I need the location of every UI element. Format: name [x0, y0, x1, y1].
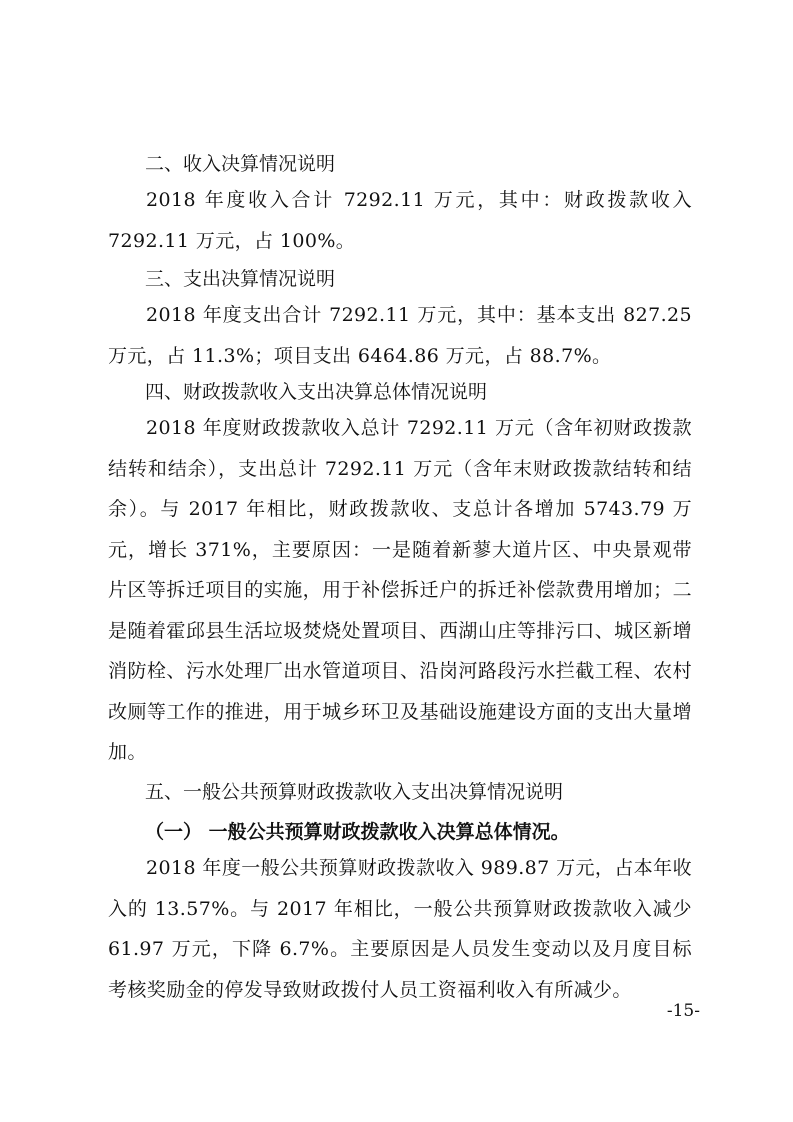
section-heading-general-budget: 五、一般公共预算财政拨款收入支出决算情况说明 [145, 781, 564, 803]
section-heading-fiscal-overall: 四、财政拨款收入支出决算总体情况说明 [145, 381, 488, 403]
section-heading-income: 二、收入决算情况说明 [145, 153, 336, 175]
section-heading-expenditure: 三、支出决算情况说明 [145, 268, 336, 290]
page-number: -15- [666, 1001, 700, 1021]
paragraph-fiscal-overall: 2018 年度财政拨款收入总计 7292.11 万元（含年初财政拨款结转和结余），支出总计 7292.11 万元（含年末财政拨款结转和结余）。与 2017 年相比，财政拨款收、支总计各增加 5743.79 万元，增长 371%，主要原因：一是随着新蓼大道片区、中央景观带片区等拆迁项目的实施，用于补偿拆迁户的拆迁补偿款费用增加；二是随着霍邱县生活垃圾焚烧处置项目、西湖山庄等排污口、城区新增消防栓、污水处理厂出水管道项目、沿岗河路段污水拦截工程、农村改厕等工作的推进，用于城乡环卫及基础设施建设方面的支出大量增加。 [108, 417, 692, 763]
paragraph-general-budget-income: 2018 年度一般公共预算财政拨款收入 989.87 万元，占本年收入的 13.57%。与 2017 年相比，一般公共预算财政拨款收入减少 61.97 万元，下降 6.7%。主要原因是人员发生变动以及月度目标考核奖励金的停发导致财政拨付人员工资福利收入有所减少。 [108, 857, 692, 1001]
subsection-heading-general-budget-income: （一） 一般公共预算财政拨款收入决算总体情况。 [145, 821, 570, 843]
paragraph-income: 2018 年度收入合计 7292.11 万元，其中：财政拨款收入 7292.11 万元，占 100%。 [108, 189, 692, 252]
paragraph-expenditure: 2018 年度支出合计 7292.11 万元，其中：基本支出 827.25 万元，占 11.3%；项目支出 6464.86 万元，占 88.7%。 [108, 304, 692, 367]
